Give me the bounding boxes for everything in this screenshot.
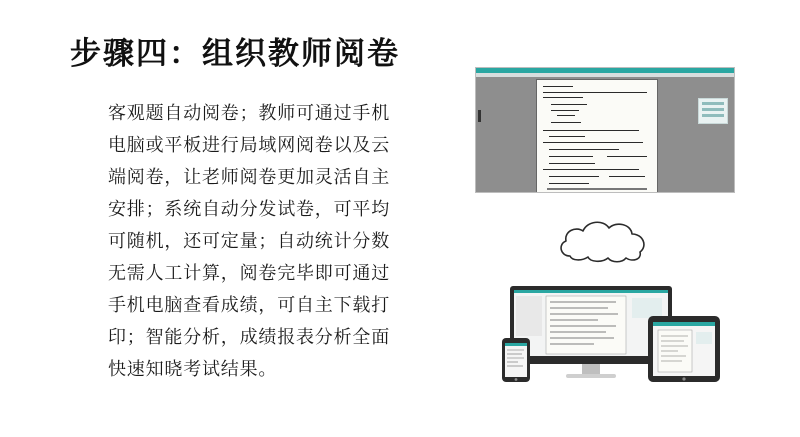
monitor-icon	[510, 286, 672, 378]
description-line: 手机电脑查看成绩，可自主下载打	[108, 295, 390, 316]
description-line: 安排；系统自动分发试卷，可平均	[108, 199, 390, 220]
score-panel	[698, 98, 728, 124]
app-toolbar	[476, 73, 734, 77]
description-line: 客观题自动阅卷；教师可通过手机	[108, 103, 390, 124]
phone-icon	[502, 338, 530, 382]
grading-screenshot	[476, 68, 734, 192]
side-toggle-icon	[478, 110, 481, 122]
devices-illustration	[498, 284, 734, 384]
description-line: 快速知晓考试结果。	[108, 359, 278, 380]
description-line: 印；智能分析，成绩报表分析全面	[108, 327, 390, 348]
description-line: 可随机，还可定量；自动统计分数	[108, 231, 390, 252]
page-title: 步骤四：组织教师阅卷	[70, 36, 400, 72]
description-paragraph	[108, 98, 408, 386]
description-line: 端阅卷，让老师阅卷更加灵活自主	[108, 167, 390, 188]
description-line: 电脑或平板进行局域网阅卷以及云	[108, 135, 390, 156]
description-line: 无需人工计算，阅卷完毕即可通过	[108, 263, 390, 284]
cloud-icon	[556, 216, 652, 266]
tablet-icon	[648, 316, 720, 382]
answer-sheet-image	[536, 79, 658, 192]
